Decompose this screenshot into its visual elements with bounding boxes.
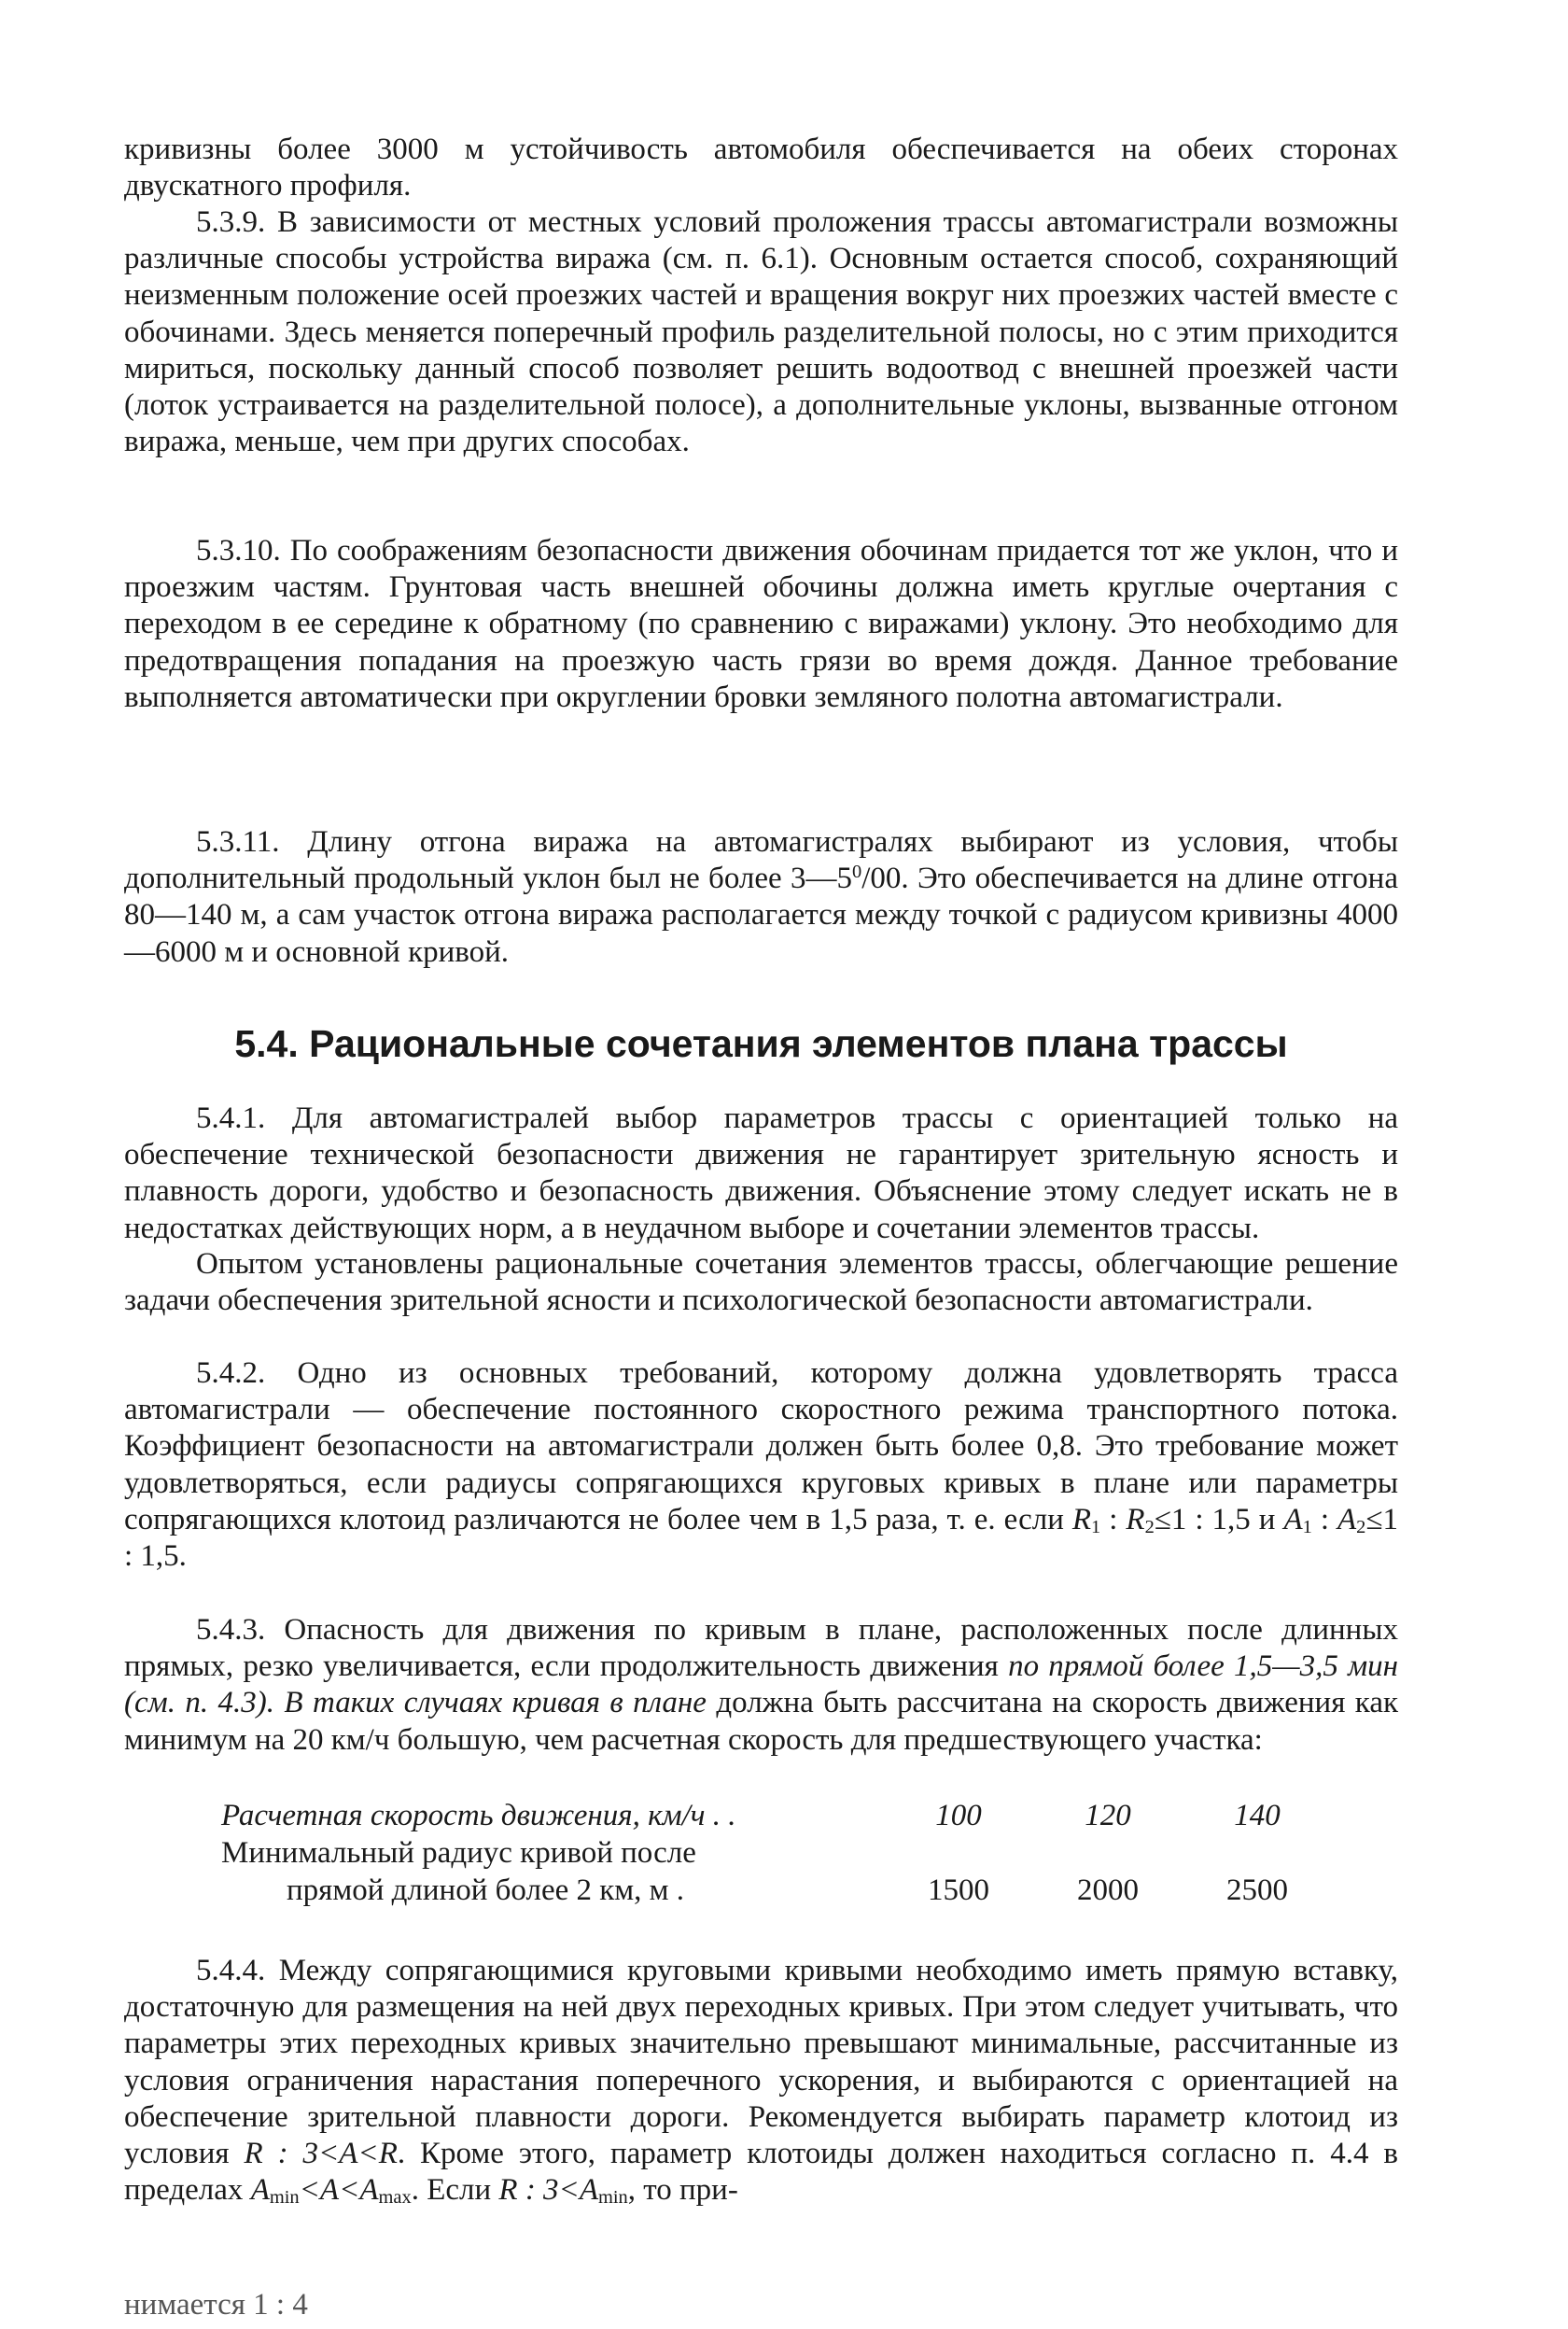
paragraph-text: . Кроме этого, параметр клотоиды должен находиться согласно п. 4.4 в пределах [124, 2137, 1398, 2208]
paragraph-5-3-11 [124, 824, 1398, 971]
math-sub: 2 [1144, 1516, 1155, 1537]
row-label-radius: Минимальный радиус кривой после [221, 1836, 696, 1870]
paragraph-5-4-1b [124, 1246, 1398, 1319]
math-sub: min [597, 2187, 628, 2209]
paragraph-text: Опытом установлены рациональные сочетания элементов трассы, облегчающие решение задачи обеспечения зрительной ясности и психологической безопасности автомагистрали. [124, 1247, 1398, 1318]
cut-off-line [124, 2287, 404, 2322]
math-rel: ≤1 : 1,5 и [1154, 1502, 1284, 1536]
paragraph-5-3-10 [124, 533, 1398, 716]
paragraph-text: . Если [411, 2173, 499, 2208]
table-row [221, 1797, 1295, 1834]
paragraph-text: , то при- [627, 2173, 738, 2208]
permille-sup: 0 [852, 861, 862, 882]
math-sep: : [1311, 1502, 1337, 1536]
paragraph-text: 5.3.11. Длину отгона виража на автомагистралях выбирают из условия, чтобы дополнительный продольный уклон был не более 3—5 [124, 825, 1398, 896]
math-expr: R : 3<A [498, 2173, 598, 2208]
math-sub: 1 [1302, 1516, 1312, 1537]
paragraph-italic-text: по прямой более 1,5—3,5 мин (см. п. 4.3). В таких случаях кривая в плане [124, 1649, 1398, 1720]
math-var: R [1126, 1502, 1145, 1536]
math-expr: R : 3<A<R [244, 2137, 398, 2171]
paragraph-5-4-2 [124, 1355, 1398, 1575]
table-cell: 1500 [928, 1873, 989, 1907]
math-rel: ≤1 : 1,5. [124, 1502, 1399, 1574]
paragraph-5-4-4 [124, 1953, 1398, 2209]
math-sep: : [1100, 1502, 1127, 1536]
math-var: R [1071, 1502, 1092, 1536]
paragraph-text: 5.4.3. Опасность для движения по кривым в плане, расположенных после длинных прямых, резко увеличивается, если продолжительность движения [124, 1613, 1398, 1684]
paragraph-text: должна быть рассчитана на скорость движения как минимум на 20 км/ч большую, чем расчетная скорость для предшествующего участка: [124, 1686, 1398, 1757]
math-var: A [1337, 1502, 1357, 1536]
speed-radius-table [221, 1797, 1295, 1909]
table-row [221, 1872, 1295, 1909]
table-cell: 140 [1234, 1799, 1281, 1832]
paragraph-text: 5.4.1. Для автомагистралей выбор параметров трассы с ориентацией только на обеспечение технической безопасности движения не гарантирует зрительную ясность и плавность дороги, удобство и безопасность движения. Объяснение этому следует искать не в недостатках действующих норм, а в неудачном выборе и сочетании элементов трассы. [124, 1101, 1398, 1245]
table-cell: 2500 [1226, 1873, 1288, 1907]
permille-denominator: /00 [861, 862, 902, 896]
paragraph-5-4-3 [124, 1612, 1398, 1759]
paragraph-text: 5.4.2. Одно из основных требований, которому должна удовлетворять трасса автомагистрали — обеспечение постоянного скоростного режима транспортного потока. Коэффициент безопасности на автомагистрали должен быть более 0,8. Это требование может удовлетворяться, если радиусы сопрягающихся круговых кривых в плане или параметры сопрягающихся клотоид различаются не более чем в 1,5 раза, т. е. если [124, 1356, 1398, 1536]
section-heading: 5.4. Рациональные сочетания элементов плана трассы [234, 1022, 1288, 1065]
paragraph-text: 5.4.4. Между сопрягающимися круговыми кривыми необходимо иметь прямую вставку, достаточную для размещения на ней двух переходных кривых. При этом следует учитывать, что параметры этих переходных кривых значительно превышают минимальные, рассчитанные из условия ограничения нарастания поперечного ускорения, и выбираются с ориентацией на обеспечение зрительной плавности дороги. Рекомендуется выбирать параметр клотоид из условия [124, 1954, 1398, 2171]
cut-off-text: нимается 1 : 4 [124, 2288, 308, 2322]
table-cell: 2000 [1077, 1873, 1139, 1907]
paragraph-5-3-9 [124, 204, 1398, 460]
math-var: A [359, 2173, 379, 2208]
paragraph-5-4-1 [124, 1101, 1398, 1247]
math-var: A [1283, 1502, 1303, 1536]
math-rel: <A< [299, 2173, 360, 2208]
math-var: A [250, 2173, 270, 2208]
paragraph-text: 5.3.10. По соображениям безопасности движения обочинам придается тот же уклон, что и проезжим частям. Грунтовая часть внешней обочины должна иметь круглые очертания с переходом в ее середине к обратному (по сравнению с виражами) уклону. Это необходимо для предотвращения попадания на проезжую часть грязи во время дождя. Данное требование выполняется автоматически при округлении бровки земляного полотна автомагистрали. [124, 534, 1398, 714]
table-row [221, 1834, 1295, 1872]
math-sub: max [378, 2187, 412, 2209]
paragraph-text: . Это обеспечивается на длине отгона 80—140 м, а сам участок отгона виража располагается между точкой с радиусом кривизны 4000—6000 м и основной кривой. [124, 862, 1398, 969]
math-sub: 2 [1356, 1516, 1366, 1537]
paragraph-text: 5.3.9. В зависимости от местных условий проложения трассы автомагистрали возможны различные способы устройства виража (см. п. 6.1). Основным остается способ, сохраняющий неизменным положение осей проезжих частей и вращения вокруг них проезжих частей вместе с обочинами. Здесь меняется поперечный профиль разделительной полосы, но с этим приходится мириться, поскольку данный способ позволяет решить водоотвод с внешней проезжей части (лоток устраивается на разделительной полосе), а дополнительные уклоны, вызванные отгоном виража, меньше, чем при других способах. [124, 205, 1398, 459]
table-cell: 120 [1085, 1799, 1131, 1832]
table-cell: 100 [935, 1799, 982, 1832]
math-sub: min [269, 2187, 300, 2209]
math-sub: 1 [1091, 1516, 1101, 1537]
paragraph-continuation [124, 132, 1398, 204]
row-label-radius-cont: прямой длиной более 2 км, м . [287, 1873, 685, 1907]
continuation-text: кривизны более 3000 м устойчивость автомобиля обеспечивается на обеих сторонах двускатного профиля. [124, 133, 1398, 203]
row-label-speed: Расчетная скорость движения, км/ч . . [221, 1799, 736, 1832]
